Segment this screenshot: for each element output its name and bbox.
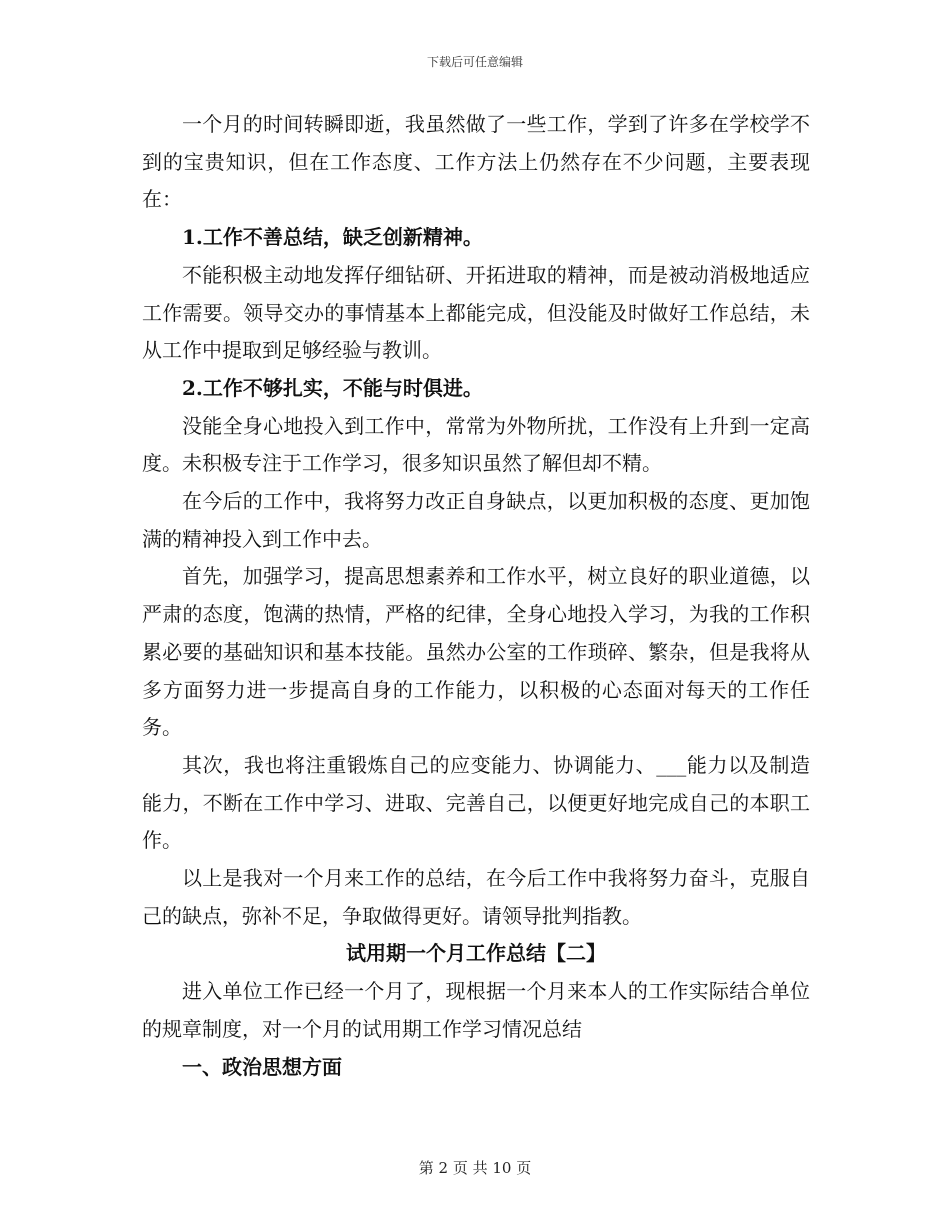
paragraph-first: 首先，加强学习，提高思想素养和工作水平，树立良好的职业道德，以严肃的态度，饱满的热情，严格的纪律，全身心地投入学习，为我的工作积累必要的基础知识和基本技能。虽然办公室的工作琐碎、繁杂，但是我将从多方面努力进一步提高自身的工作能力，以积极的心态面对每天的工作任务。 [142, 564, 810, 740]
paragraph-section-intro: 进入单位工作已经一个月了，现根据一个月来本人的工作实际结合单位的规章制度，对一个月的试用期工作学习情况总结 [142, 979, 810, 1041]
paragraph-second: 其次，我也将注重锻炼自己的应变能力、协调能力、___能力以及制造能力，不断在工作中学习、进取、完善自己，以便更好地完成自己的本职工作。 [142, 752, 810, 853]
paragraph-future: 在今后的工作中，我将努力改正自身缺点，以更加积极的态度、更加饱满的精神投入到工作中去。 [142, 489, 810, 551]
heading-point-1: 1.工作不善总结，缺乏创新精神。 [182, 225, 483, 250]
paragraph-point-1: 不能积极主动地发挥仔细钻研、开拓进取的精神，而是被动消极地适应工作需要。领导交办的事情基本上都能完成，但没能及时做好工作总结，未从工作中提取到足够经验与教训。 [142, 262, 810, 363]
page-header: 下载后可任意编辑 [426, 55, 523, 69]
heading-point-2: 2.工作不够扎实，不能与时俱进。 [182, 375, 483, 400]
document-body [142, 106, 810, 1086]
paragraph-point-2: 没能全身心地投入到工作中，常常为外物所扰，工作没有上升到一定高度。未积极专注于工作学习，很多知识虽然了解但却不精。 [142, 413, 810, 476]
paragraph-conclusion: 以上是我对一个月来工作的总结，在今后工作中我将努力奋斗，克服自己的缺点，弥补不足，争取做得更好。请领导批判指教。 [142, 866, 810, 928]
section-title: 试用期一个月工作总结【二】 [346, 941, 606, 966]
heading-political: 一、政治思想方面 [182, 1054, 342, 1079]
page-footer: 第 2 页 共 10 页 [418, 1159, 532, 1177]
paragraph-intro: 一个月的时间转瞬即逝，我虽然做了一些工作，学到了许多在学校学不到的宝贵知识，但在工作态度、工作方法上仍然存在不少问题，主要表现在： [142, 112, 810, 212]
